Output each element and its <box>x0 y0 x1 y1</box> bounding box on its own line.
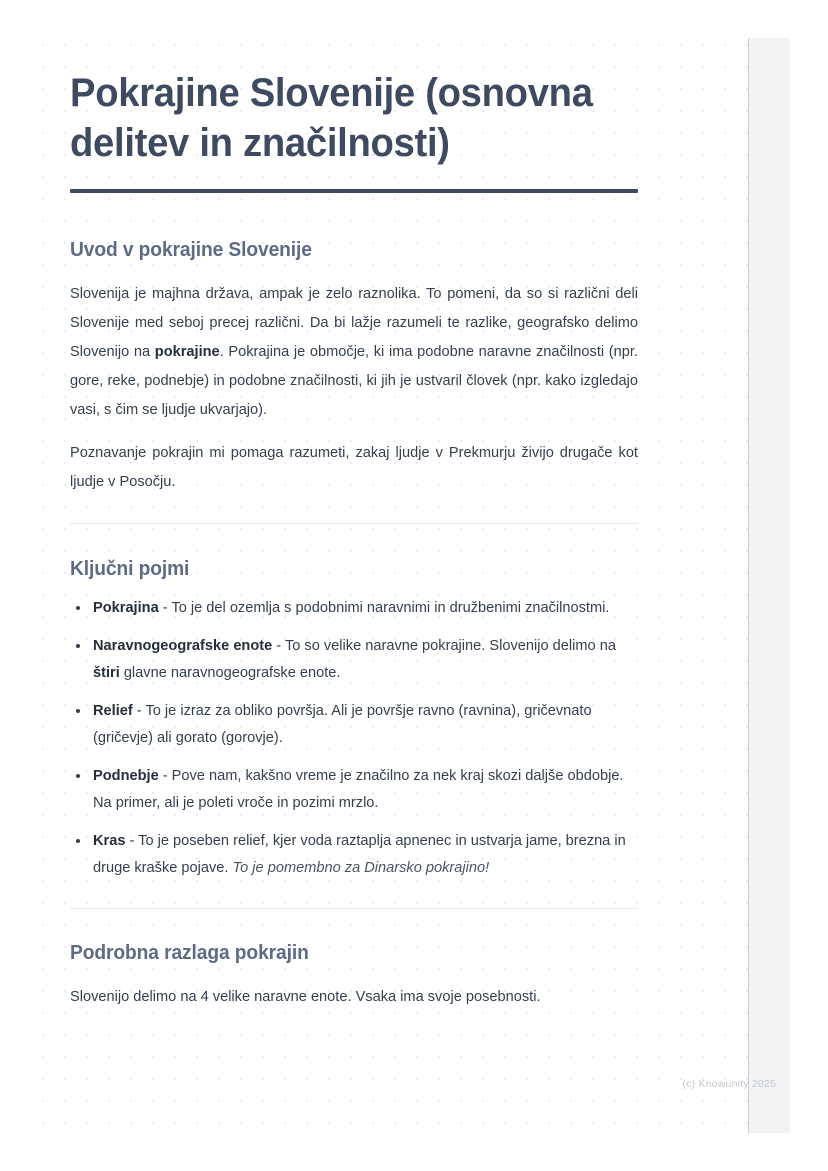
text-run: - To je izraz za obliko površja. Ali je površje ravno (ravnina), gričevnato (gričevje) ali gorato (gorovje). <box>93 703 592 746</box>
text-run: - To je poseben relief, kjer voda raztaplja apnenec in ustvarja jame, brezna in druge kraške pojave. <box>93 833 626 876</box>
document-content <box>70 38 638 1012</box>
list-item-text <box>93 600 609 616</box>
text-run: Poznavanje pokrajin mi pomaga razumeti, zakaj ljudje v Prekmurju živijo drugače kot ljudje v Posočju. <box>70 445 638 490</box>
list-item <box>70 828 638 882</box>
paragraph-podrobna-1 <box>70 965 638 1012</box>
term-label: Kras <box>93 833 126 849</box>
text-run: . Pokrajina je območje, ki ima podobne naravne značilnosti (npr. gore, reke, podnebje) in podobne značilnosti, ki jih je ustvaril človek (npr. kako izgledajo vasi, s čim se ljudje ukvarjajo). <box>70 344 638 418</box>
list-item-text <box>93 768 624 811</box>
term-label: štiri <box>93 665 120 681</box>
term-label: Podnebje <box>93 768 159 784</box>
text-run: - To je del ozemlja s podobnimi naravnimi in družbenimi značilnostmi. <box>158 600 610 616</box>
list-item <box>70 698 638 752</box>
list-item-text <box>93 703 592 746</box>
footer-watermark: (c) Knowunity 2025 <box>682 1078 776 1090</box>
list-item <box>70 595 638 622</box>
list-item <box>70 633 638 687</box>
text-run: Slovenija je majhna država, ampak je zelo raznolika. To pomeni, da so si različni deli Slovenije med seboj precej različni. Da bi lažje razumeli te razlike, geografsko delimo Slovenijo na <box>70 286 638 360</box>
term-label: Relief <box>93 703 133 719</box>
bullet-dot-icon <box>76 839 80 843</box>
bullet-dot-icon <box>76 606 80 610</box>
section-uvod <box>70 193 638 497</box>
term-label: Pokrajina <box>93 600 159 616</box>
section-kljucni-pojmi <box>70 524 638 882</box>
text-run: - To so velike naravne pokrajine. Slovenijo delimo na <box>272 638 616 654</box>
italic-note: To je pomembno za Dinarsko pokrajino! <box>232 860 490 876</box>
text-run: - Pove nam, kakšno vreme je značilno za nek kraj skozi daljše obdobje. Na primer, ali je poleti vroče in pozimi mrzlo. <box>93 768 624 811</box>
document-page <box>38 38 790 1133</box>
paragraph-uvod-1 <box>70 262 638 425</box>
section-heading-kljucni-pojmi: Ključni pojmi <box>70 558 190 580</box>
bullet-dot-icon <box>76 709 80 713</box>
text-run: glavne naravnogeografske enote. <box>119 665 341 681</box>
paragraph-uvod-2 <box>70 425 638 497</box>
bold-run: pokrajine <box>154 344 220 360</box>
text-run: Slovenijo delimo na 4 velike naravne enote. Vsaka ima svoje posebnosti. <box>70 989 541 1005</box>
list-item-text <box>93 638 616 681</box>
term-label: Naravnogeografske enote <box>93 638 273 654</box>
page-gutter-strip <box>748 38 790 1133</box>
list-item-text <box>93 833 626 876</box>
bullet-dot-icon <box>76 774 80 778</box>
key-terms-list <box>70 581 638 882</box>
section-podrobna-razlaga <box>70 909 638 1012</box>
page-title: Pokrajine Slovenije (osnovna delitev in značilnosti) <box>70 71 593 165</box>
section-heading-podrobna-razlaga: Podrobna razlaga pokrajin <box>70 942 309 964</box>
list-item <box>70 763 638 817</box>
bullet-dot-icon <box>76 644 80 648</box>
section-heading-uvod: Uvod v pokrajine Slovenije <box>70 239 312 261</box>
